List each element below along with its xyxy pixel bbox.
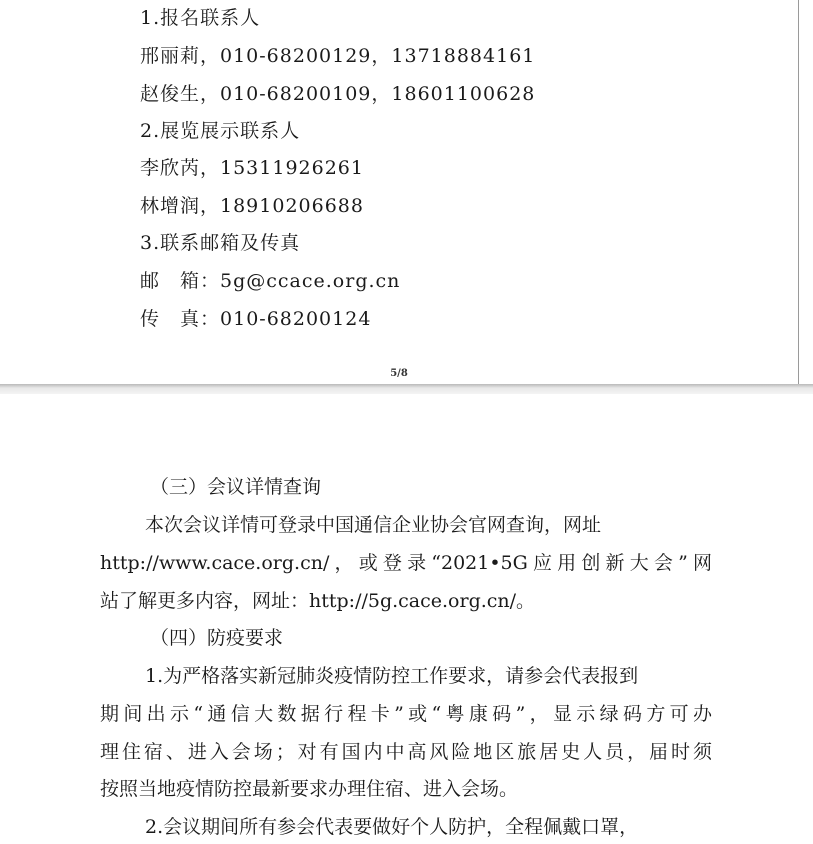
fax-value: 010-68200124 <box>220 308 372 330</box>
contact-heading-email-fax: 3.联系邮箱及传真 <box>140 232 301 254</box>
paragraph-line: http://www.cace.org.cn/，或登录“2021•5G应用创新大会”网 <box>100 552 712 574</box>
paragraph-line: 1.为严格落实新冠肺炎疫情防控工作要求，请参会代表报到 <box>145 665 639 687</box>
paragraph-line: 本次会议详情可登录中国通信企业协会官网查询，网址 <box>145 514 602 536</box>
email-line <box>140 269 400 293</box>
email-label: 邮 箱： <box>140 270 221 292</box>
paragraph-line: 理住宿、进入会场；对有国内中高风险地区旅居史人员，届时须 <box>100 741 712 763</box>
paragraph-line: 按照当地疫情防控最新要求办理住宿、进入会场。 <box>100 778 519 800</box>
contact-line: 林增润，18910206688 <box>140 195 364 217</box>
paragraph-line: 站了解更多内容，网址：http://5g.cace.org.cn/。 <box>100 590 536 612</box>
section-heading-inquiry: （三）会议详情查询 <box>150 476 322 498</box>
document-page-5 <box>0 0 799 384</box>
document-page-6 <box>0 394 813 844</box>
paragraph-line: 期间出示“通信大数据行程卡”或“粤康码”，显示绿码方可办 <box>100 703 712 725</box>
contact-line: 邢丽莉，010-68200129，13718884161 <box>140 45 536 67</box>
fax-label: 传 真： <box>140 308 221 330</box>
fax-line <box>140 307 371 331</box>
page-separator <box>0 384 813 394</box>
section-heading-epidemic: （四）防疫要求 <box>150 627 284 649</box>
contact-heading-registration: 1.报名联系人 <box>140 7 261 29</box>
contact-line: 赵俊生，010-68200109，18601100628 <box>140 83 536 105</box>
email-value: 5g@ccace.org.cn <box>220 270 401 292</box>
contact-heading-exhibition: 2.展览展示联系人 <box>140 120 301 142</box>
contact-line: 李欣芮，15311926261 <box>140 157 364 179</box>
paragraph-line: 2.会议期间所有参会代表要做好个人防护，全程佩戴口罩， <box>145 816 639 838</box>
page-number: 5/8 <box>390 368 408 379</box>
